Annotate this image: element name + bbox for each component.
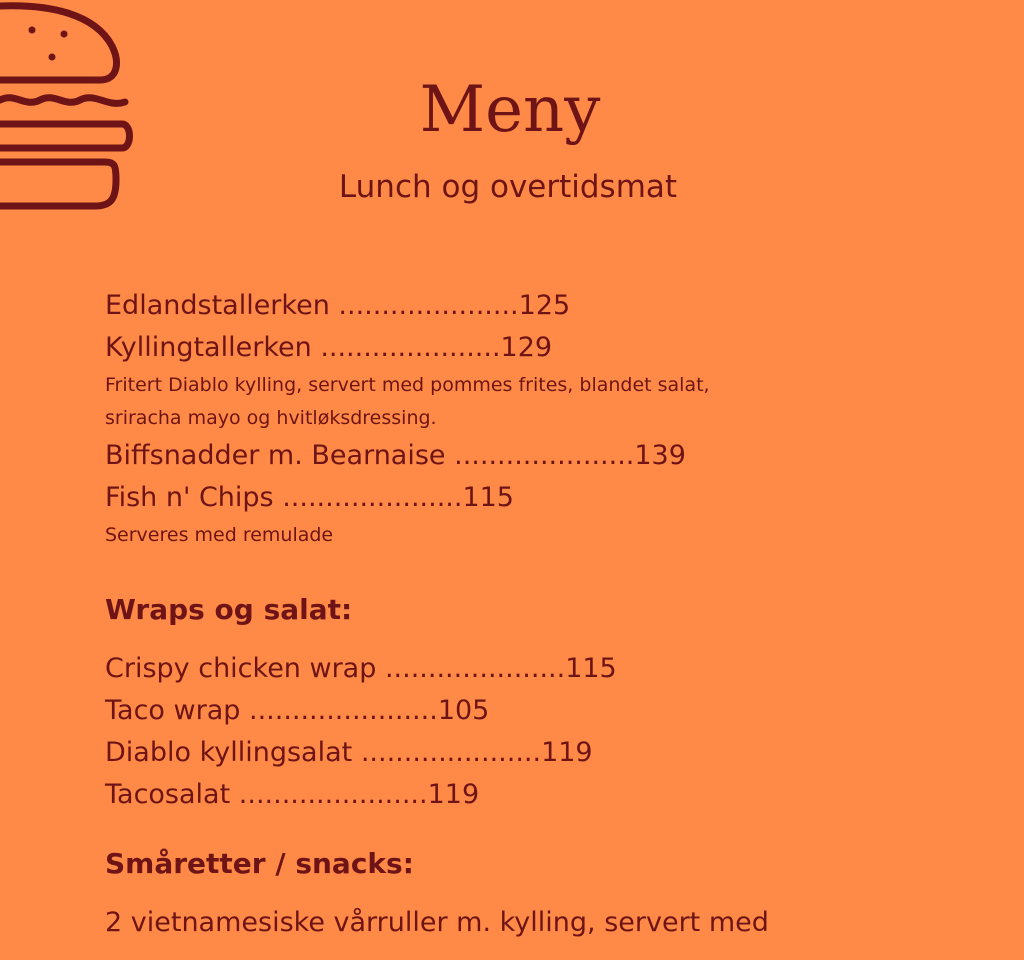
menu-item	[105, 285, 985, 327]
item-name: Biffsnadder m. Bearnaise	[105, 440, 446, 471]
menu-item	[105, 732, 985, 774]
item-name: Edlandstallerken	[105, 290, 330, 321]
item-name: Fish n' Chips	[105, 482, 274, 513]
item-name: Taco wrap	[105, 695, 241, 726]
item-price: 119	[427, 779, 480, 810]
item-name: Tacosalat	[105, 779, 231, 810]
section-heading-snacks: Småretter / snacks:	[105, 847, 414, 880]
menu-item	[105, 690, 985, 732]
item-description: Fritert Diablo kylling, servert med pommes frites, blandet salat,	[105, 374, 710, 396]
menu-item	[105, 327, 985, 369]
item-description: Serveres med remulade	[105, 524, 334, 546]
menu-item	[105, 774, 985, 816]
item-price: 139	[634, 440, 686, 471]
page-subtitle: Lunch og overtidsmat	[338, 169, 678, 205]
item-dots: .....................	[282, 482, 463, 513]
item-name: Crispy chicken wrap	[105, 653, 377, 684]
menu-item	[105, 648, 985, 690]
menu-item	[105, 477, 985, 519]
item-dots: ......................	[248, 695, 438, 726]
item-dots: ......................	[238, 779, 428, 810]
item-price: 115	[462, 482, 514, 513]
section-heading-wraps: Wraps og salat:	[105, 593, 353, 626]
menu-item: 2 vietnamesiske vårruller m. kylling, servert med	[105, 907, 769, 938]
item-price: 119	[541, 737, 593, 768]
item-name: Diablo kyllingsalat	[105, 737, 353, 768]
item-description: sriracha mayo og hvitløksdressing.	[105, 407, 437, 429]
menu-list	[105, 285, 985, 944]
item-dots: .....................	[360, 737, 542, 768]
item-dots: .....................	[384, 653, 566, 684]
item-price: 129	[500, 332, 553, 363]
item-price: 125	[518, 290, 571, 321]
item-dots: .....................	[454, 440, 635, 471]
item-dots: .....................	[338, 290, 519, 321]
item-price: 115	[565, 653, 617, 684]
item-name: Kyllingtallerken	[105, 332, 312, 363]
item-dots: .....................	[320, 332, 501, 363]
page-title: Meny	[419, 73, 601, 147]
menu-item	[105, 435, 985, 477]
item-price: 105	[437, 695, 490, 726]
